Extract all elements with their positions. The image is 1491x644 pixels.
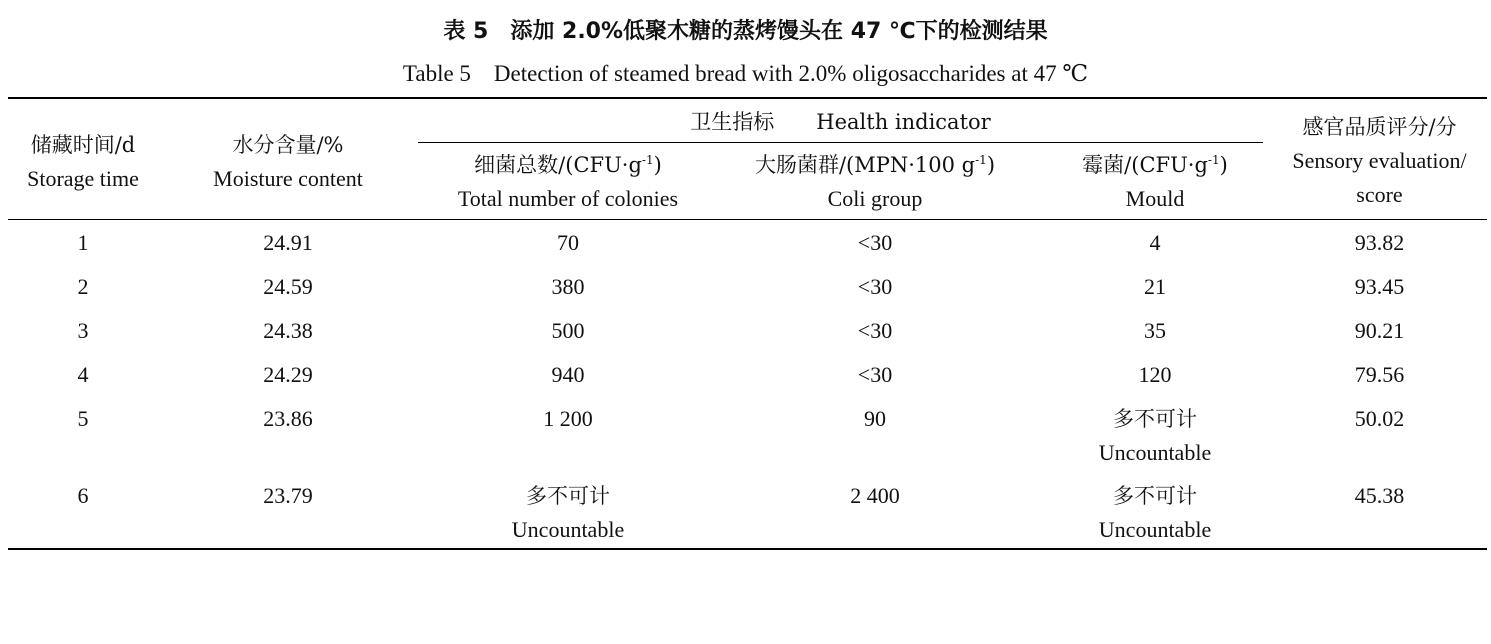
header-moisture	[188, 128, 388, 196]
cell-day-line: 2	[77, 274, 89, 299]
header-sensory	[1272, 110, 1487, 212]
header-coli	[725, 148, 1025, 216]
header-mould-cn: 霉菌$/(CFU\cdot g^{-1})$	[1082, 153, 1228, 177]
cell-sensory-line: 45.38	[1354, 483, 1405, 508]
cell-mould-line: 4	[1149, 230, 1161, 255]
cell-bacteria-line: 1 200	[543, 406, 593, 431]
cell-bacteria-line: Uncountable	[511, 517, 625, 542]
cell-moisture-line: 23.86	[263, 406, 313, 431]
cell-mould-line: 21	[1144, 274, 1166, 299]
cell-mould-line: Uncountable	[1098, 517, 1212, 542]
cell-mould-line: 多不可计	[1113, 407, 1197, 431]
cell-coli	[725, 358, 1025, 392]
health-subrule	[418, 142, 1263, 143]
cell-mould-line: 120	[1138, 362, 1172, 387]
header-health	[418, 105, 1263, 139]
cell-sensory	[1272, 270, 1487, 304]
cell-bacteria-line: 多不可计	[526, 484, 610, 508]
table-caption-cn: 表 5 添加 2.0%低聚木糖的蒸烤馒头在 47 ℃下的检测结果	[443, 19, 1048, 44]
header-bacteria-cn: 细菌总数$/(CFU\cdot g^{-1})$	[474, 153, 662, 177]
cell-mould	[1045, 314, 1265, 348]
cell-coli-line: <30	[857, 230, 893, 255]
cell-coli-line: <30	[857, 362, 893, 387]
header-moisture-en: Moisture content	[213, 166, 363, 191]
cell-day	[8, 402, 158, 436]
cell-mould	[1045, 270, 1265, 304]
cell-bacteria	[418, 270, 718, 304]
cell-moisture	[188, 479, 388, 513]
cell-mould-line: 多不可计	[1113, 484, 1197, 508]
cell-day	[8, 270, 158, 304]
cell-moisture-line: 24.29	[263, 362, 313, 387]
header-moisture-cn: 水分含量/%	[232, 133, 344, 157]
cell-bacteria-line: 70	[557, 230, 579, 255]
cell-coli	[725, 479, 1025, 513]
header-storage-cn: 储藏时间/d	[30, 133, 136, 157]
header-sensory-en2: score	[1356, 182, 1403, 207]
cell-moisture-line: 24.59	[263, 274, 313, 299]
cell-moisture	[188, 270, 388, 304]
cell-sensory	[1272, 479, 1487, 513]
cell-coli-line: 2 400	[850, 483, 900, 508]
cell-moisture	[188, 358, 388, 392]
cell-day-line: 6	[77, 483, 89, 508]
header-health-label: 卫生指标 Health indicator	[690, 110, 991, 134]
cell-coli-line: <30	[857, 274, 893, 299]
header-coli-cn: 大肠菌群/(MPN·100 $g^{-1}$)	[754, 153, 996, 177]
cell-sensory	[1272, 358, 1487, 392]
header-bacteria-en: Total number of colonies	[457, 186, 679, 211]
cell-bacteria	[418, 358, 718, 392]
cell-sensory	[1272, 226, 1487, 260]
cell-day-line: 1	[77, 230, 89, 255]
header-bacteria	[418, 148, 718, 216]
cell-moisture	[188, 314, 388, 348]
cell-bacteria	[418, 226, 718, 260]
cell-day-line: 4	[77, 362, 89, 387]
header-sensory-cn: 感官品质评分/分	[1302, 115, 1457, 139]
cell-mould-line: Uncountable	[1098, 440, 1212, 465]
cell-day	[8, 358, 158, 392]
header-storage-en: Storage time	[27, 166, 139, 191]
cell-coli-line: <30	[857, 318, 893, 343]
cell-moisture	[188, 402, 388, 436]
cell-mould	[1045, 226, 1265, 260]
cell-bacteria	[418, 479, 718, 547]
header-sensory-en1: Sensory evaluation/	[1292, 148, 1467, 173]
header-mould	[1045, 148, 1265, 216]
header-mould-en: Mould	[1125, 186, 1185, 211]
cell-day-line: 5	[77, 406, 89, 431]
header-storage	[8, 128, 158, 196]
bottom-rule	[8, 548, 1487, 550]
cell-mould	[1045, 402, 1265, 470]
cell-coli	[725, 314, 1025, 348]
top-rule	[8, 97, 1487, 99]
cell-sensory	[1272, 314, 1487, 348]
cell-day	[8, 479, 158, 513]
cell-day	[8, 226, 158, 260]
cell-sensory-line: 93.45	[1354, 274, 1405, 299]
cell-day-line: 3	[77, 318, 89, 343]
cell-bacteria-line: 940	[551, 362, 585, 387]
cell-sensory	[1272, 402, 1487, 436]
cell-mould	[1045, 479, 1265, 547]
cell-mould-line: 35	[1144, 318, 1166, 343]
cell-sensory-line: 79.56	[1354, 362, 1405, 387]
cell-moisture-line: 24.38	[263, 318, 313, 343]
cell-sensory-line: 93.82	[1354, 230, 1405, 255]
table-caption-en: Table 5 Detection of steamed bread with 2.0% oligosaccharides at 47 ℃	[402, 61, 1089, 86]
cell-coli	[725, 402, 1025, 436]
header-rule	[8, 219, 1487, 220]
cell-coli	[725, 270, 1025, 304]
cell-sensory-line: 90.21	[1354, 318, 1405, 343]
cell-moisture-line: 24.91	[263, 230, 313, 255]
cell-coli	[725, 226, 1025, 260]
cell-moisture-line: 23.79	[263, 483, 313, 508]
cell-coli-line: 90	[864, 406, 886, 431]
cell-mould	[1045, 358, 1265, 392]
cell-bacteria	[418, 402, 718, 436]
cell-bacteria	[418, 314, 718, 348]
cell-sensory-line: 50.02	[1354, 406, 1405, 431]
cell-bacteria-line: 500	[551, 318, 585, 343]
cell-bacteria-line: 380	[551, 274, 585, 299]
cell-moisture	[188, 226, 388, 260]
header-coli-en: Coli group	[827, 186, 923, 211]
cell-day	[8, 314, 158, 348]
